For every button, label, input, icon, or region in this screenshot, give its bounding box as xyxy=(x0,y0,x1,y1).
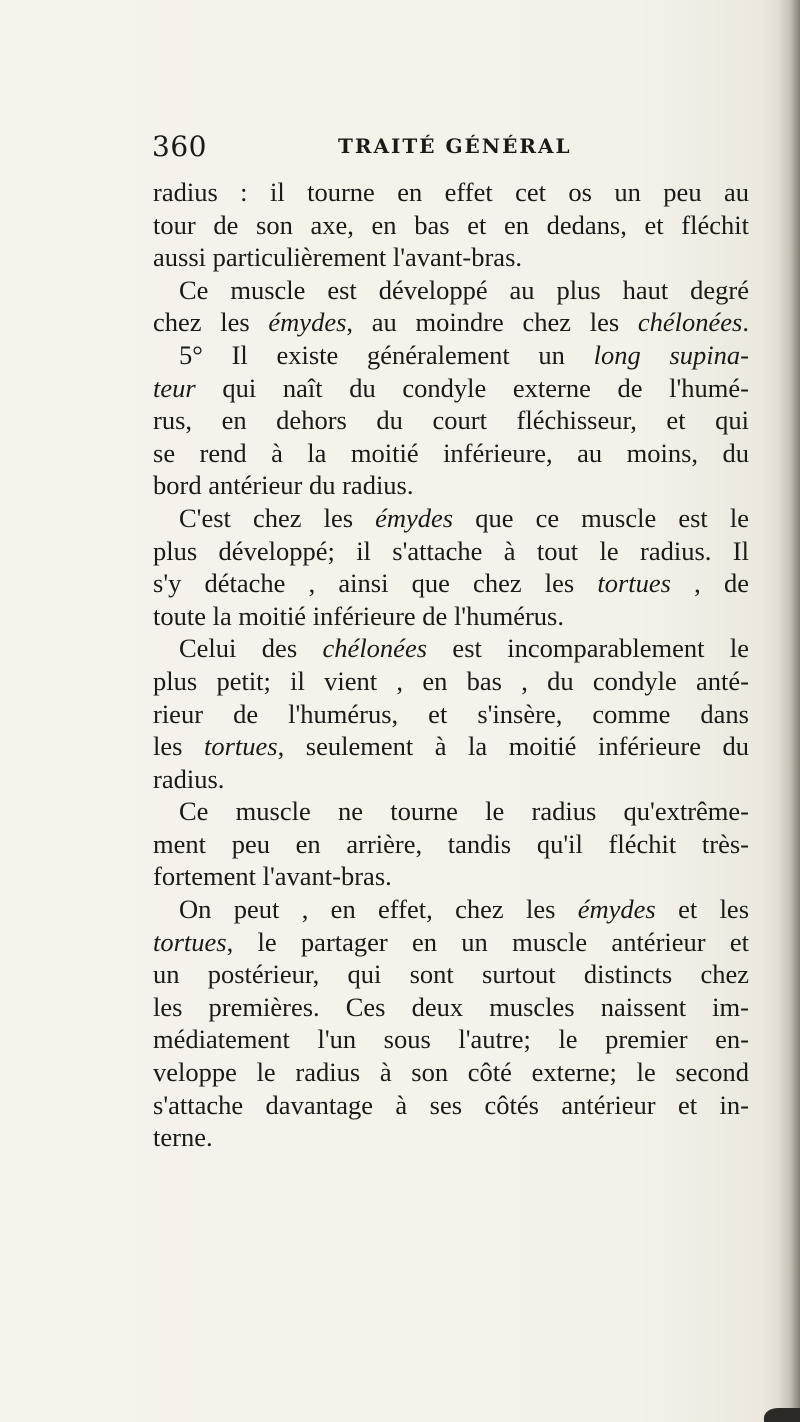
page-edge-shadow xyxy=(778,0,800,1422)
text-line xyxy=(153,926,749,959)
text-segment: radius. xyxy=(153,763,225,794)
text-segment: , seulement à la moitié inférieure du xyxy=(277,731,749,762)
text-segment: terne. xyxy=(153,1122,213,1153)
text-line xyxy=(153,339,749,372)
text-line xyxy=(153,698,749,731)
text-segment: qui naît du condyle externe de l'humé- xyxy=(195,372,749,403)
italic-term: chélonées xyxy=(637,307,743,338)
text-line xyxy=(153,209,749,242)
italic-term: émydes xyxy=(268,307,347,338)
text-line xyxy=(153,665,749,698)
text-line xyxy=(153,274,749,307)
text-segment: C'est chez les xyxy=(179,502,376,533)
text-segment: . xyxy=(742,307,749,338)
text-line xyxy=(153,860,749,893)
text-segment: tour de son axe, en bas et en dedans, et fléchit xyxy=(153,209,749,240)
text-segment: On peut , en effet, chez les xyxy=(179,894,578,925)
text-segment: plus développé; il s'attache à tout le radius. Il xyxy=(153,535,749,566)
text-line xyxy=(153,502,749,535)
text-segment: rus, en dehors du court fléchisseur, et qui xyxy=(153,405,749,436)
italic-term: teur xyxy=(153,372,196,403)
text-segment: veloppe le radius à son côté externe; le second xyxy=(153,1057,749,1088)
text-line xyxy=(153,241,749,274)
text-segment: et les xyxy=(655,894,750,925)
text-segment: Ce muscle ne tourne le radius qu'extrême- xyxy=(179,796,749,827)
italic-term: long supina- xyxy=(593,339,749,370)
text-segment: que ce muscle est le xyxy=(453,502,749,533)
italic-term: émydes xyxy=(375,502,454,533)
text-line xyxy=(153,828,749,861)
text-line xyxy=(153,372,749,405)
text-segment: , le partager en un muscle antérieur et xyxy=(226,926,749,957)
text-line xyxy=(153,567,749,600)
page-corner-mark xyxy=(764,1408,800,1422)
italic-term: tortues xyxy=(203,731,278,762)
text-line xyxy=(153,469,749,502)
text-segment: rieur de l'humérus, et s'insère, comme dans xyxy=(153,698,749,729)
text-segment: Celui des xyxy=(179,633,323,664)
body-text xyxy=(153,176,749,1154)
text-line xyxy=(153,991,749,1024)
text-segment: est incomparablement le xyxy=(427,633,749,664)
text-line xyxy=(153,176,749,209)
text-segment: aussi particulièrement l'avant-bras. xyxy=(153,242,523,273)
italic-term: tortues xyxy=(153,926,227,957)
page-header xyxy=(152,130,752,170)
text-line xyxy=(153,535,749,568)
text-segment: bord antérieur du radius. xyxy=(153,470,414,501)
text-segment: se rend à la moitié inférieure, au moins, du xyxy=(153,437,749,468)
text-segment: radius : il tourne en effet cet os un peu au xyxy=(153,177,749,207)
text-segment: Ce muscle est développé au plus haut degré xyxy=(179,274,749,305)
text-line xyxy=(153,795,749,828)
text-segment: chez les xyxy=(153,307,269,338)
text-line xyxy=(153,600,749,633)
text-line xyxy=(153,1056,749,1089)
text-segment: ment peu en arrière, tandis qu'il fléchit très- xyxy=(153,828,749,859)
text-segment: un postérieur, qui sont surtout distincts chez xyxy=(153,959,749,990)
italic-term: tortues xyxy=(597,568,671,599)
text-segment: , de xyxy=(671,568,749,599)
italic-term: chélonées xyxy=(322,633,428,664)
text-segment: les premières. Ces deux muscles naissent im- xyxy=(153,991,749,1022)
text-segment: médiatement l'un sous l'autre; le premier en- xyxy=(153,1024,749,1055)
text-line xyxy=(153,893,749,926)
text-line xyxy=(153,1023,749,1056)
text-line xyxy=(153,437,749,470)
text-segment: s'y détache , ainsi que chez les xyxy=(153,568,598,599)
text-line xyxy=(153,730,749,763)
text-line xyxy=(153,632,749,665)
text-segment: plus petit; il vient , en bas , du condyle anté- xyxy=(153,665,749,696)
text-segment: fortement l'avant-bras. xyxy=(153,861,392,892)
page-number: 360 xyxy=(152,130,207,163)
text-line xyxy=(153,404,749,437)
text-line xyxy=(153,958,749,991)
italic-term: émydes xyxy=(577,894,656,925)
text-line xyxy=(153,1121,749,1154)
text-segment: , au moindre chez les xyxy=(346,307,638,338)
running-head: TRAITÉ GÉNÉRAL xyxy=(338,134,572,158)
text-segment: les xyxy=(153,731,204,762)
text-line xyxy=(153,1089,749,1122)
text-segment: toute la moitié inférieure de l'humérus. xyxy=(153,600,564,631)
text-line xyxy=(153,763,749,796)
text-segment: s'attache davantage à ses côtés antérieur et in- xyxy=(153,1089,749,1120)
text-line xyxy=(153,306,749,339)
text-segment: 5° Il existe généralement un xyxy=(179,339,594,370)
